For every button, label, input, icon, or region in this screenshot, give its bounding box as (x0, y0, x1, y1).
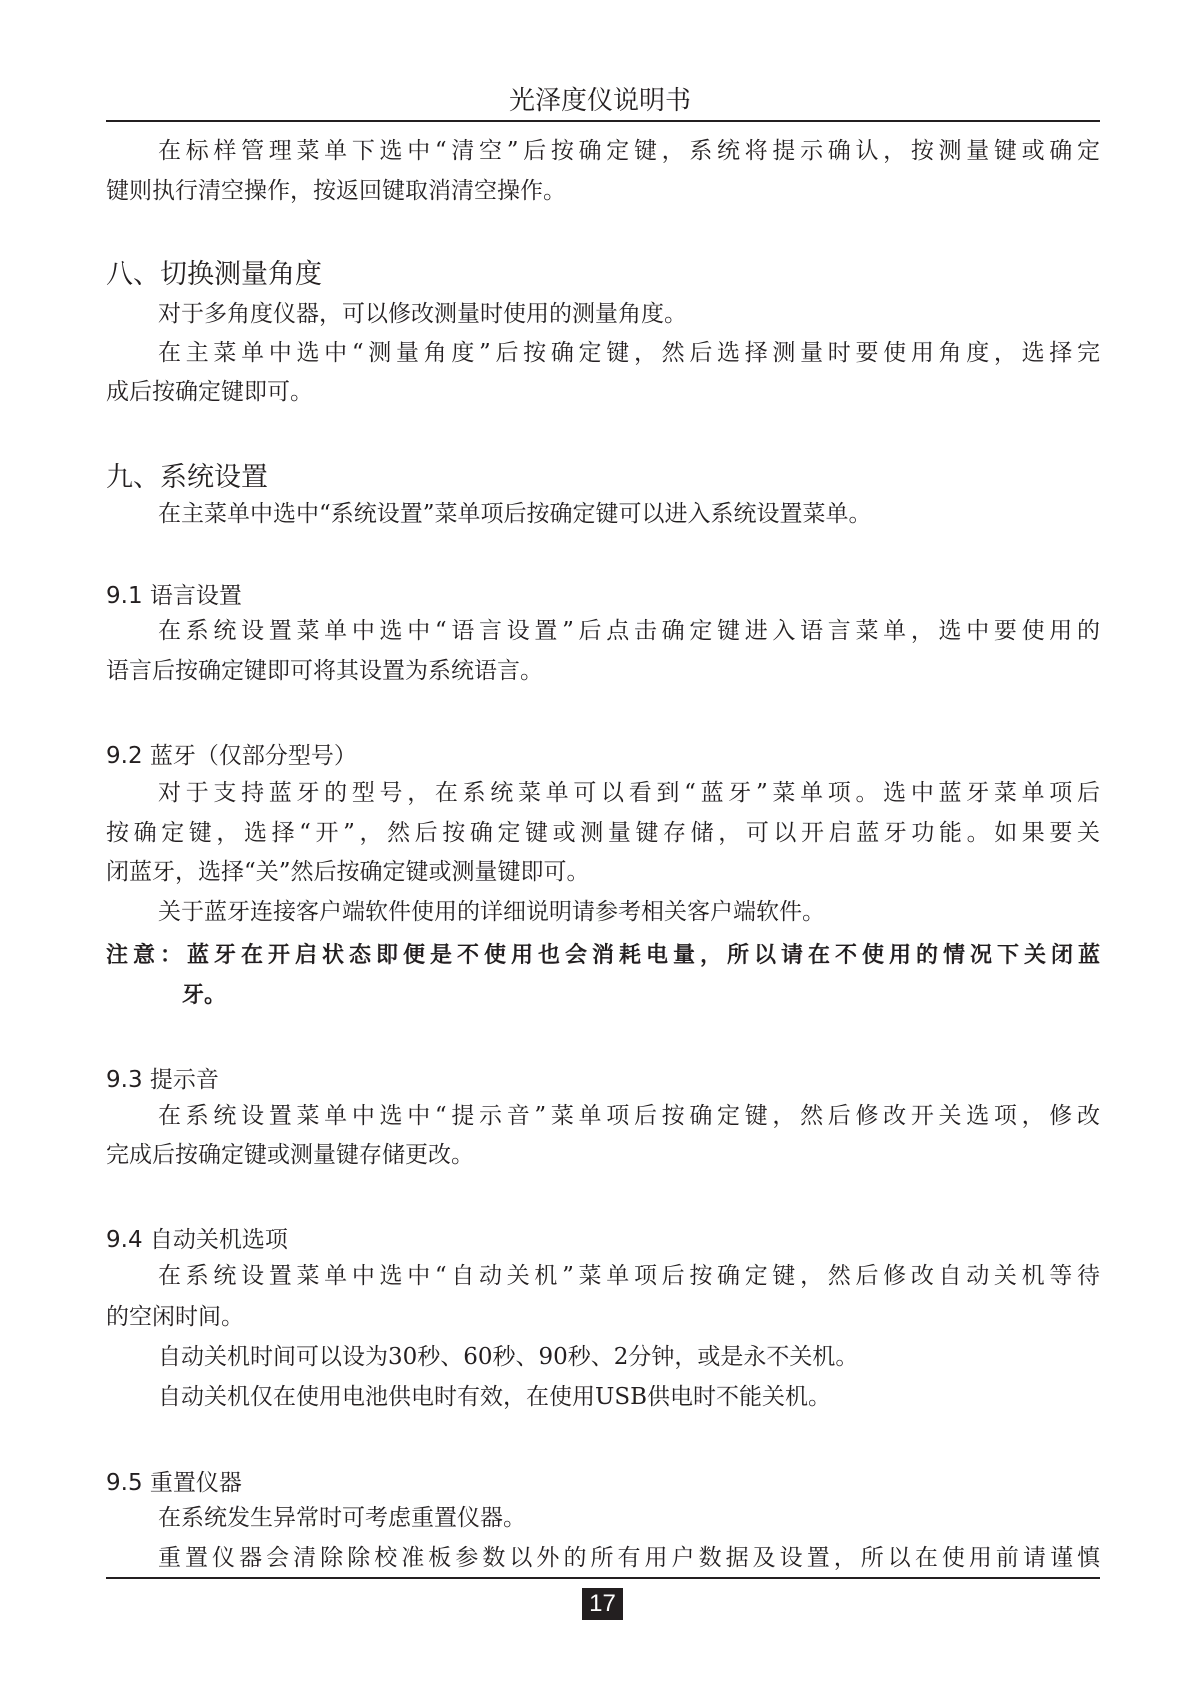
paragraph-line: 在系统设置菜单中选中“语言设置”后点击确定键进入语言菜单，选中要使用的 (158, 618, 1100, 644)
paragraph-line: 重置仪器会清除除校准板参数以外的所有用户数据及设置，所以在使用前请谨慎 (158, 1545, 1100, 1571)
paragraph-line: 在主菜单中选中“测量角度”后按确定键，然后选择测量时要使用角度，选择完 (158, 340, 1100, 366)
paragraph-line: 自动关机仅在使用电池供电时有效，在使用USB供电时不能关机。 (158, 1384, 832, 1410)
paragraph-line: 在标样管理菜单下选中“清空”后按确定键，系统将提示确认，按测量键或确定 (158, 138, 1100, 164)
note-line: 牙。 (182, 983, 227, 1008)
subsection-heading: 9.1 语言设置 (106, 583, 242, 609)
paragraph-line: 成后按确定键即可。 (106, 379, 313, 405)
paragraph-line: 关于蓝牙连接客户端软件使用的详细说明请参考相关客户端软件。 (158, 899, 825, 925)
page-header-title: 光泽度仪说明书 (508, 86, 691, 116)
paragraph-line: 对于支持蓝牙的型号，在系统菜单可以看到“蓝牙”菜单项。选中蓝牙菜单项后 (158, 780, 1100, 806)
paragraph-line: 按确定键，选择“开”，然后按确定键或测量键存储，可以开启蓝牙功能。如果要关 (106, 820, 1100, 846)
paragraph-line: 在系统设置菜单中选中“自动关机”菜单项后按确定键，然后修改自动关机等待 (158, 1263, 1100, 1289)
note-line: 注意：蓝牙在开启状态即便是不使用也会消耗电量，所以请在不使用的情况下关闭蓝 (106, 943, 1100, 968)
paragraph-line: 对于多角度仪器，可以修改测量时使用的测量角度。 (158, 301, 687, 327)
header-divider (106, 120, 1100, 122)
page-number: 17 (582, 1588, 623, 1620)
paragraph-line: 自动关机时间可以设为30秒、60秒、90秒、2分钟，或是永不关机。 (158, 1344, 859, 1370)
paragraph-line: 语言后按确定键即可将其设置为系统语言。 (106, 658, 543, 684)
paragraph-line: 在系统发生异常时可考虑重置仪器。 (158, 1505, 526, 1531)
paragraph-line: 键则执行清空操作，按返回键取消清空操作。 (106, 178, 566, 204)
paragraph-line: 的空闲时间。 (106, 1304, 244, 1330)
subsection-heading: 9.2 蓝牙（仅部分型号） (106, 743, 357, 769)
subsection-heading: 9.3 提示音 (106, 1067, 219, 1093)
paragraph-line: 完成后按确定键或测量键存储更改。 (106, 1142, 474, 1168)
section-heading: 九、系统设置 (106, 462, 268, 493)
paragraph-line: 在系统设置菜单中选中“提示音”菜单项后按确定键，然后修改开关选项，修改 (158, 1103, 1100, 1129)
footer-divider (106, 1577, 1100, 1579)
paragraph-line: 在主菜单中选中“系统设置”菜单项后按确定键可以进入系统设置菜单。 (158, 501, 872, 527)
paragraph-line: 闭蓝牙，选择“关”然后按确定键或测量键即可。 (106, 859, 590, 885)
subsection-heading: 9.4 自动关机选项 (106, 1227, 288, 1253)
section-heading: 八、切换测量角度 (106, 259, 322, 290)
subsection-heading: 9.5 重置仪器 (106, 1470, 242, 1496)
